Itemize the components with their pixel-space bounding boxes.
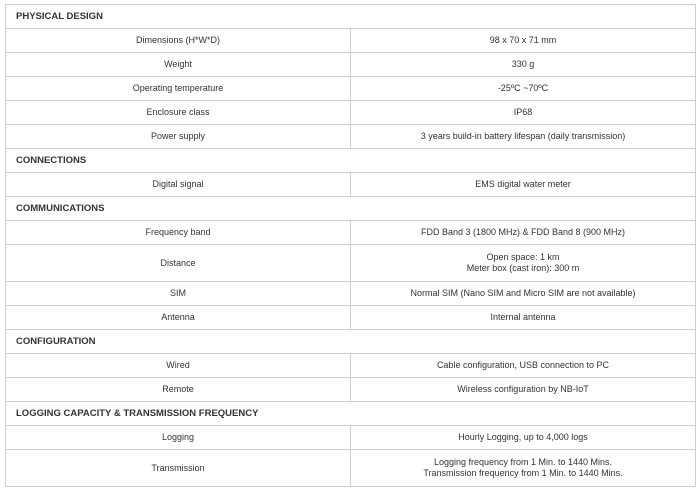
section-title: CONNECTIONS — [6, 149, 696, 173]
row-value: Hourly Logging, up to 4,000 logs — [351, 426, 696, 450]
row-value: 98 x 70 x 71 mm — [351, 29, 696, 53]
row-label: Enclosure class — [6, 101, 351, 125]
row-label: Dimensions (H*W*D) — [6, 29, 351, 53]
table-row — [6, 450, 696, 487]
row-value: EMS digital water meter — [351, 173, 696, 197]
row-value: Normal SIM (Nano SIM and Micro SIM are not available) — [351, 282, 696, 306]
section-title: LOGGING CAPACITY & TRANSMISSION FREQUENCY — [6, 402, 696, 426]
row-label: Power supply — [6, 125, 351, 149]
row-value: 330 g — [351, 53, 696, 77]
row-label: Logging — [6, 426, 351, 450]
table-row — [6, 77, 696, 101]
row-value-line: Open space: 1 km — [486, 252, 560, 262]
table-row — [6, 306, 696, 330]
row-value: 3 years build-in battery lifespan (daily transmission) — [351, 125, 696, 149]
table-row — [6, 426, 696, 450]
table-row — [6, 354, 696, 378]
row-value: Cable configuration, USB connection to PC — [351, 354, 696, 378]
row-label: Remote — [6, 378, 351, 402]
row-value-line: Transmission frequency from 1 Min. to 1440 Mins. — [423, 468, 623, 478]
section-header-physical-design — [6, 5, 696, 29]
section-title: COMMUNICATIONS — [6, 197, 696, 221]
table-row — [6, 53, 696, 77]
row-value-line: Meter box (cast iron): 300 m — [466, 263, 580, 273]
row-label: Distance — [6, 245, 351, 282]
row-value: Internal antenna — [351, 306, 696, 330]
row-label: Weight — [6, 53, 351, 77]
table-row — [6, 101, 696, 125]
table-row — [6, 378, 696, 402]
row-label: Operating temperature — [6, 77, 351, 101]
row-value: FDD Band 3 (1800 MHz) & FDD Band 8 (900 MHz) — [351, 221, 696, 245]
table-row — [6, 173, 696, 197]
spec-table — [5, 4, 696, 487]
row-value — [351, 450, 696, 487]
table-row — [6, 282, 696, 306]
section-title: PHYSICAL DESIGN — [6, 5, 696, 29]
table-row — [6, 245, 696, 282]
section-header-communications — [6, 197, 696, 221]
row-label: Digital signal — [6, 173, 351, 197]
row-label: SIM — [6, 282, 351, 306]
row-value: IP68 — [351, 101, 696, 125]
row-label: Wired — [6, 354, 351, 378]
table-row — [6, 29, 696, 53]
row-value — [351, 245, 696, 282]
section-header-configuration — [6, 330, 696, 354]
row-label: Antenna — [6, 306, 351, 330]
section-header-logging — [6, 402, 696, 426]
table-row — [6, 125, 696, 149]
row-label: Transmission — [6, 450, 351, 487]
row-label: Frequency band — [6, 221, 351, 245]
row-value: Wireless configuration by NB-IoT — [351, 378, 696, 402]
section-title: CONFIGURATION — [6, 330, 696, 354]
table-row — [6, 221, 696, 245]
row-value: -25ºC ~70ºC — [351, 77, 696, 101]
section-header-connections — [6, 149, 696, 173]
row-value-line: Logging frequency from 1 Min. to 1440 Mins. — [433, 457, 613, 467]
